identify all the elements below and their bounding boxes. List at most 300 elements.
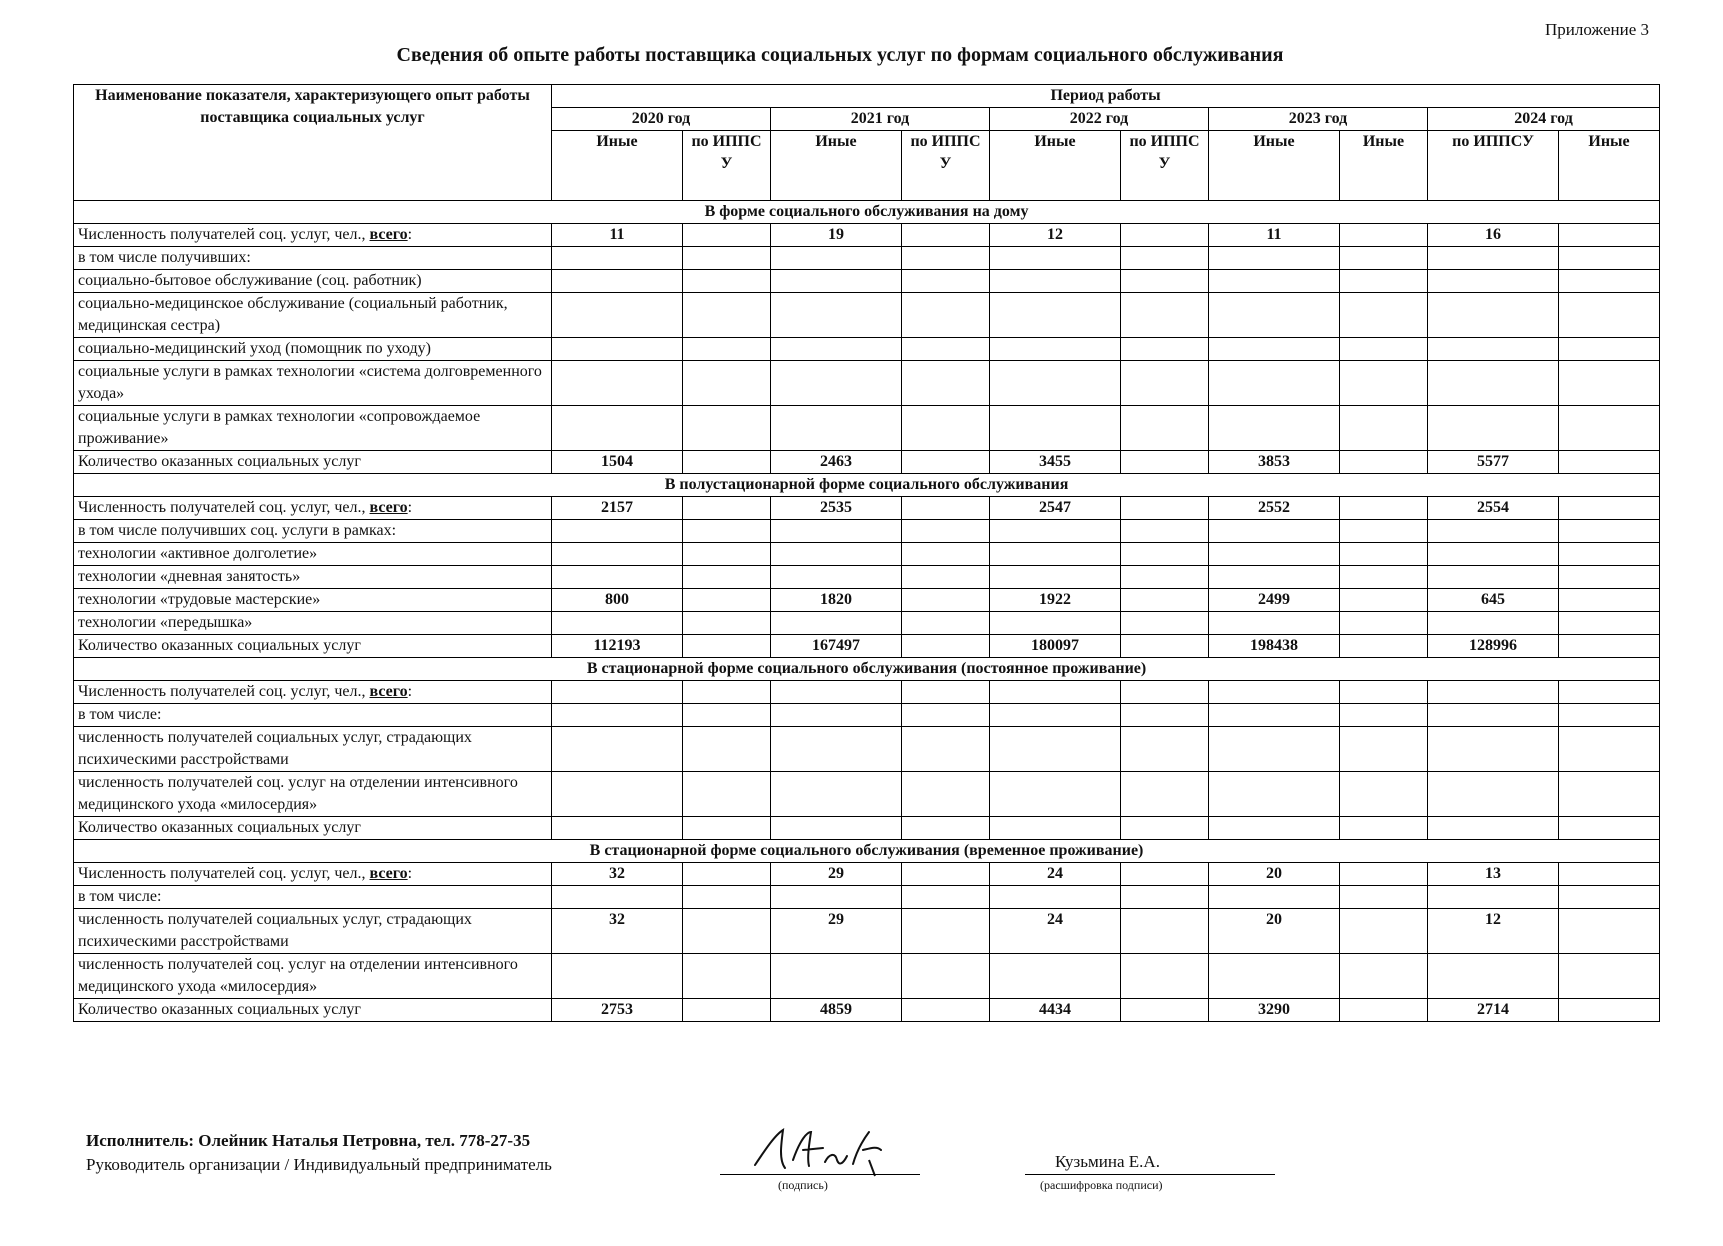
value-cell <box>771 681 902 704</box>
value-cell <box>1428 727 1559 772</box>
value-cell <box>1340 954 1428 999</box>
value-cell: 112193 <box>552 635 683 658</box>
value-cell <box>902 817 990 840</box>
value-cell: 11 <box>1209 224 1340 247</box>
value-cell <box>990 954 1121 999</box>
value-cell <box>683 589 771 612</box>
decoded-name-caption: (расшифровка подписи) <box>1040 1178 1163 1192</box>
value-cell <box>1209 543 1340 566</box>
row-label-text: Численность получателей соц. услуг, чел., <box>78 226 370 243</box>
table-row <box>74 681 1660 704</box>
section-header-row <box>74 201 1660 224</box>
table-row <box>74 361 1660 406</box>
value-cell <box>1340 224 1428 247</box>
value-cell <box>552 954 683 999</box>
value-cell <box>1559 817 1660 840</box>
table-row <box>74 247 1660 270</box>
value-cell <box>1428 361 1559 406</box>
value-cell <box>1209 566 1340 589</box>
value-cell <box>683 772 771 817</box>
value-cell <box>1340 520 1428 543</box>
value-cell: 1922 <box>990 589 1121 612</box>
row-label-text: социальные услуги в рамках технологии «сопровождаемое проживание» <box>78 408 481 447</box>
value-cell <box>1340 909 1428 954</box>
value-cell <box>902 520 990 543</box>
section-header-row <box>74 840 1660 863</box>
row-label <box>74 497 552 520</box>
value-cell <box>1559 361 1660 406</box>
value-cell <box>1121 863 1209 886</box>
value-cell <box>1428 247 1559 270</box>
table-row <box>74 293 1660 338</box>
value-cell <box>902 566 990 589</box>
value-cell <box>1340 451 1428 474</box>
table-row <box>74 406 1660 451</box>
subheader: Иные <box>1340 131 1428 201</box>
value-cell <box>683 704 771 727</box>
value-cell: 180097 <box>990 635 1121 658</box>
value-cell <box>1428 406 1559 451</box>
value-cell <box>552 293 683 338</box>
value-cell <box>683 863 771 886</box>
row-label <box>74 612 552 635</box>
table-body <box>74 201 1660 1022</box>
table-row <box>74 909 1660 954</box>
experience-table <box>73 84 1660 1022</box>
value-cell <box>1121 817 1209 840</box>
row-label <box>74 293 552 338</box>
value-cell <box>902 863 990 886</box>
row-label <box>74 954 552 999</box>
subheader: Иные <box>1559 131 1660 201</box>
table-row <box>74 772 1660 817</box>
value-cell <box>1209 247 1340 270</box>
subheader: Иные <box>771 131 902 201</box>
value-cell <box>1340 270 1428 293</box>
table-row <box>74 704 1660 727</box>
row-label <box>74 635 552 658</box>
row-label-text: Численность получателей соц. услуг, чел., <box>78 865 370 882</box>
section-header-row <box>74 658 1660 681</box>
row-label <box>74 886 552 909</box>
row-label <box>74 361 552 406</box>
row-label-emphasis: всего <box>369 683 408 700</box>
value-cell <box>902 338 990 361</box>
value-cell <box>1121 520 1209 543</box>
value-cell <box>771 772 902 817</box>
value-cell <box>1428 270 1559 293</box>
value-cell <box>1121 270 1209 293</box>
value-cell <box>552 270 683 293</box>
value-cell <box>1340 612 1428 635</box>
subheader: Иные <box>990 131 1121 201</box>
row-label <box>74 543 552 566</box>
value-cell: 32 <box>552 863 683 886</box>
value-cell <box>771 520 902 543</box>
value-cell <box>771 543 902 566</box>
value-cell <box>683 497 771 520</box>
value-cell <box>1121 497 1209 520</box>
value-cell: 11 <box>552 224 683 247</box>
value-cell <box>1428 293 1559 338</box>
table-row <box>74 520 1660 543</box>
value-cell <box>1121 681 1209 704</box>
value-cell <box>1121 589 1209 612</box>
value-cell <box>990 727 1121 772</box>
row-label-text: численность получателей соц. услуг на отделении интенсивного медицинского ухода «милосердия» <box>78 956 518 995</box>
value-cell <box>683 612 771 635</box>
value-cell <box>902 886 990 909</box>
value-cell <box>1209 612 1340 635</box>
value-cell <box>990 772 1121 817</box>
value-cell <box>552 727 683 772</box>
value-cell <box>1121 361 1209 406</box>
signature-line <box>720 1173 920 1175</box>
value-cell <box>1340 863 1428 886</box>
value-cell <box>1428 772 1559 817</box>
value-cell <box>1559 727 1660 772</box>
value-cell <box>1121 612 1209 635</box>
row-label-text: в том числе: <box>78 706 162 723</box>
value-cell <box>1340 704 1428 727</box>
value-cell: 645 <box>1428 589 1559 612</box>
row-label <box>74 817 552 840</box>
value-cell <box>1428 704 1559 727</box>
value-cell <box>902 727 990 772</box>
value-cell <box>1428 681 1559 704</box>
row-label-text: социально-медицинский уход (помощник по уходу) <box>78 340 432 357</box>
value-cell <box>990 338 1121 361</box>
value-cell: 3455 <box>990 451 1121 474</box>
value-cell: 800 <box>552 589 683 612</box>
header-year-2022: 2022 год <box>990 108 1209 131</box>
table-row <box>74 954 1660 999</box>
value-cell <box>1340 999 1428 1022</box>
page-title: Сведения об опыте работы поставщика социальных услуг по формам социального обслуживания <box>396 44 1284 66</box>
table-row <box>74 999 1660 1022</box>
value-cell <box>1340 589 1428 612</box>
value-cell <box>1559 247 1660 270</box>
subheader: по ИППС У <box>1121 131 1209 201</box>
row-label-text: численность получателей соц. услуг на отделении интенсивного медицинского ухода «милосердия» <box>78 774 518 813</box>
value-cell: 2714 <box>1428 999 1559 1022</box>
row-label <box>74 406 552 451</box>
row-label-text: Количество оказанных социальных услуг <box>78 1001 361 1018</box>
row-label <box>74 270 552 293</box>
value-cell: 20 <box>1209 909 1340 954</box>
table-row <box>74 543 1660 566</box>
value-cell: 1820 <box>771 589 902 612</box>
value-cell <box>771 338 902 361</box>
header-year-2023: 2023 год <box>1209 108 1428 131</box>
value-cell <box>552 338 683 361</box>
row-label-suffix: : <box>407 226 413 243</box>
value-cell <box>990 681 1121 704</box>
value-cell <box>1559 224 1660 247</box>
value-cell <box>1428 338 1559 361</box>
value-cell <box>990 817 1121 840</box>
value-cell <box>1209 886 1340 909</box>
table-header <box>74 85 1660 201</box>
value-cell <box>1559 909 1660 954</box>
row-label-suffix: : <box>407 683 413 700</box>
row-label <box>74 681 552 704</box>
row-label <box>74 589 552 612</box>
value-cell <box>902 772 990 817</box>
value-cell <box>902 451 990 474</box>
row-label <box>74 704 552 727</box>
table-row <box>74 566 1660 589</box>
value-cell <box>683 247 771 270</box>
value-cell <box>902 635 990 658</box>
appendix-label: Приложение 3 <box>1545 20 1649 39</box>
row-label-text: Количество оказанных социальных услуг <box>78 637 361 654</box>
value-cell <box>902 909 990 954</box>
value-cell: 20 <box>1209 863 1340 886</box>
value-cell <box>1428 817 1559 840</box>
value-cell <box>990 247 1121 270</box>
row-label <box>74 224 552 247</box>
value-cell <box>1559 704 1660 727</box>
row-label-text: в том числе: <box>78 888 162 905</box>
value-cell <box>1209 817 1340 840</box>
value-cell <box>1209 727 1340 772</box>
value-cell: 2552 <box>1209 497 1340 520</box>
value-cell <box>1559 270 1660 293</box>
value-cell <box>902 497 990 520</box>
table-row <box>74 612 1660 635</box>
subheader: Иные <box>1209 131 1340 201</box>
handwritten-signature <box>745 1120 945 1180</box>
value-cell <box>552 247 683 270</box>
value-cell <box>552 543 683 566</box>
section-title: В форме социального обслуживания на дому <box>74 201 1660 224</box>
value-cell <box>1559 772 1660 817</box>
value-cell <box>990 886 1121 909</box>
value-cell <box>683 224 771 247</box>
value-cell <box>1121 406 1209 451</box>
value-cell: 4434 <box>990 999 1121 1022</box>
value-cell <box>683 338 771 361</box>
value-cell <box>683 451 771 474</box>
row-label <box>74 909 552 954</box>
row-label-suffix: : <box>407 499 413 516</box>
value-cell <box>683 270 771 293</box>
value-cell <box>1559 543 1660 566</box>
value-cell <box>1428 543 1559 566</box>
table-row <box>74 727 1660 772</box>
row-label <box>74 772 552 817</box>
value-cell <box>1121 999 1209 1022</box>
value-cell <box>1121 909 1209 954</box>
table-row <box>74 270 1660 293</box>
value-cell <box>1559 520 1660 543</box>
value-cell <box>552 406 683 451</box>
value-cell <box>1340 338 1428 361</box>
header-year-2020: 2020 год <box>552 108 771 131</box>
value-cell <box>683 543 771 566</box>
subheader: по ИППС У <box>683 131 771 201</box>
row-label-emphasis: всего <box>369 499 408 516</box>
row-label-text: Численность получателей соц. услуг, чел., <box>78 499 370 516</box>
value-cell <box>1121 247 1209 270</box>
header-indicator-name: Наименование показателя, характеризующего опыт работы поставщика социальных услуг <box>74 85 552 201</box>
row-label-text: в том числе получивших: <box>78 249 251 266</box>
value-cell <box>552 361 683 406</box>
value-cell <box>1340 361 1428 406</box>
value-cell: 2753 <box>552 999 683 1022</box>
value-cell: 4859 <box>771 999 902 1022</box>
value-cell: 167497 <box>771 635 902 658</box>
value-cell: 128996 <box>1428 635 1559 658</box>
value-cell <box>1121 451 1209 474</box>
value-cell <box>1559 338 1660 361</box>
value-cell <box>683 361 771 406</box>
table-row <box>74 817 1660 840</box>
value-cell <box>1559 451 1660 474</box>
row-label-text: технологии «трудовые мастерские» <box>78 591 321 608</box>
value-cell <box>1340 566 1428 589</box>
value-cell <box>683 954 771 999</box>
row-label-emphasis: всего <box>369 226 408 243</box>
value-cell <box>1559 954 1660 999</box>
value-cell <box>683 681 771 704</box>
row-label-text: численность получателей социальных услуг, страдающих психическими расстройствами <box>78 729 472 768</box>
value-cell: 2463 <box>771 451 902 474</box>
value-cell <box>1121 224 1209 247</box>
value-cell: 3290 <box>1209 999 1340 1022</box>
section-title: В стационарной форме социального обслуживания (временное проживание) <box>74 840 1660 863</box>
value-cell <box>771 566 902 589</box>
value-cell <box>1121 772 1209 817</box>
value-cell <box>771 270 902 293</box>
value-cell: 12 <box>1428 909 1559 954</box>
value-cell <box>1121 954 1209 999</box>
value-cell <box>1340 817 1428 840</box>
value-cell <box>683 999 771 1022</box>
value-cell <box>990 406 1121 451</box>
value-cell <box>902 999 990 1022</box>
value-cell <box>771 704 902 727</box>
value-cell <box>1209 704 1340 727</box>
value-cell <box>1121 727 1209 772</box>
executor-info: Исполнитель: Олейник Наталья Петровна, тел. 778-27-35 <box>86 1131 531 1150</box>
value-cell: 19 <box>771 224 902 247</box>
value-cell <box>1559 999 1660 1022</box>
value-cell <box>902 406 990 451</box>
value-cell <box>902 704 990 727</box>
value-cell <box>683 520 771 543</box>
value-cell <box>990 270 1121 293</box>
value-cell <box>990 520 1121 543</box>
value-cell <box>902 247 990 270</box>
table-row <box>74 224 1660 247</box>
value-cell <box>771 727 902 772</box>
value-cell <box>1209 361 1340 406</box>
value-cell <box>552 520 683 543</box>
table-row <box>74 589 1660 612</box>
value-cell <box>1428 612 1559 635</box>
value-cell <box>771 293 902 338</box>
value-cell <box>1340 247 1428 270</box>
signature-caption: (подпись) <box>778 1178 828 1192</box>
row-label-text: социально-медицинское обслуживание (социальный работник, медицинская сестра) <box>78 295 508 334</box>
row-label <box>74 566 552 589</box>
value-cell: 5577 <box>1428 451 1559 474</box>
value-cell <box>1121 338 1209 361</box>
value-cell: 2547 <box>990 497 1121 520</box>
value-cell <box>1121 704 1209 727</box>
value-cell: 24 <box>990 863 1121 886</box>
row-label <box>74 338 552 361</box>
value-cell <box>1428 566 1559 589</box>
row-label <box>74 863 552 886</box>
value-cell: 2554 <box>1428 497 1559 520</box>
value-cell <box>902 361 990 406</box>
value-cell <box>1121 566 1209 589</box>
row-label-text: в том числе получивших соц. услуги в рамках: <box>78 522 397 539</box>
value-cell <box>990 612 1121 635</box>
value-cell <box>1209 681 1340 704</box>
value-cell: 12 <box>990 224 1121 247</box>
value-cell <box>552 612 683 635</box>
value-cell <box>902 224 990 247</box>
value-cell <box>902 293 990 338</box>
value-cell <box>683 817 771 840</box>
value-cell <box>1559 589 1660 612</box>
value-cell <box>902 270 990 293</box>
value-cell <box>990 293 1121 338</box>
value-cell <box>1209 293 1340 338</box>
value-cell <box>683 635 771 658</box>
table-row <box>74 863 1660 886</box>
row-label-suffix: : <box>407 865 413 882</box>
value-cell <box>552 772 683 817</box>
value-cell <box>1559 497 1660 520</box>
header-year-2021: 2021 год <box>771 108 990 131</box>
value-cell <box>1559 681 1660 704</box>
decoded-name: Кузьмина Е.А. <box>1055 1152 1160 1171</box>
value-cell <box>552 886 683 909</box>
value-cell <box>1340 727 1428 772</box>
value-cell <box>1209 772 1340 817</box>
value-cell <box>552 681 683 704</box>
footer <box>86 1131 552 1175</box>
value-cell <box>683 886 771 909</box>
subheader: по ИППС У <box>902 131 990 201</box>
value-cell <box>1428 954 1559 999</box>
value-cell <box>902 612 990 635</box>
value-cell <box>1340 406 1428 451</box>
value-cell <box>1559 863 1660 886</box>
value-cell <box>1209 954 1340 999</box>
value-cell <box>1428 520 1559 543</box>
row-label <box>74 451 552 474</box>
value-cell <box>1340 681 1428 704</box>
row-label-text: технологии «активное долголетие» <box>78 545 318 562</box>
value-cell <box>1121 293 1209 338</box>
value-cell <box>1559 406 1660 451</box>
row-label <box>74 727 552 772</box>
value-cell <box>683 909 771 954</box>
value-cell <box>552 817 683 840</box>
value-cell <box>771 406 902 451</box>
section-title: В стационарной форме социального обслуживания (постоянное проживание) <box>74 658 1660 681</box>
value-cell <box>552 704 683 727</box>
row-label <box>74 520 552 543</box>
row-label-text: технологии «передышка» <box>78 614 253 631</box>
row-label-text: численность получателей социальных услуг, страдающих психическими расстройствами <box>78 911 472 950</box>
